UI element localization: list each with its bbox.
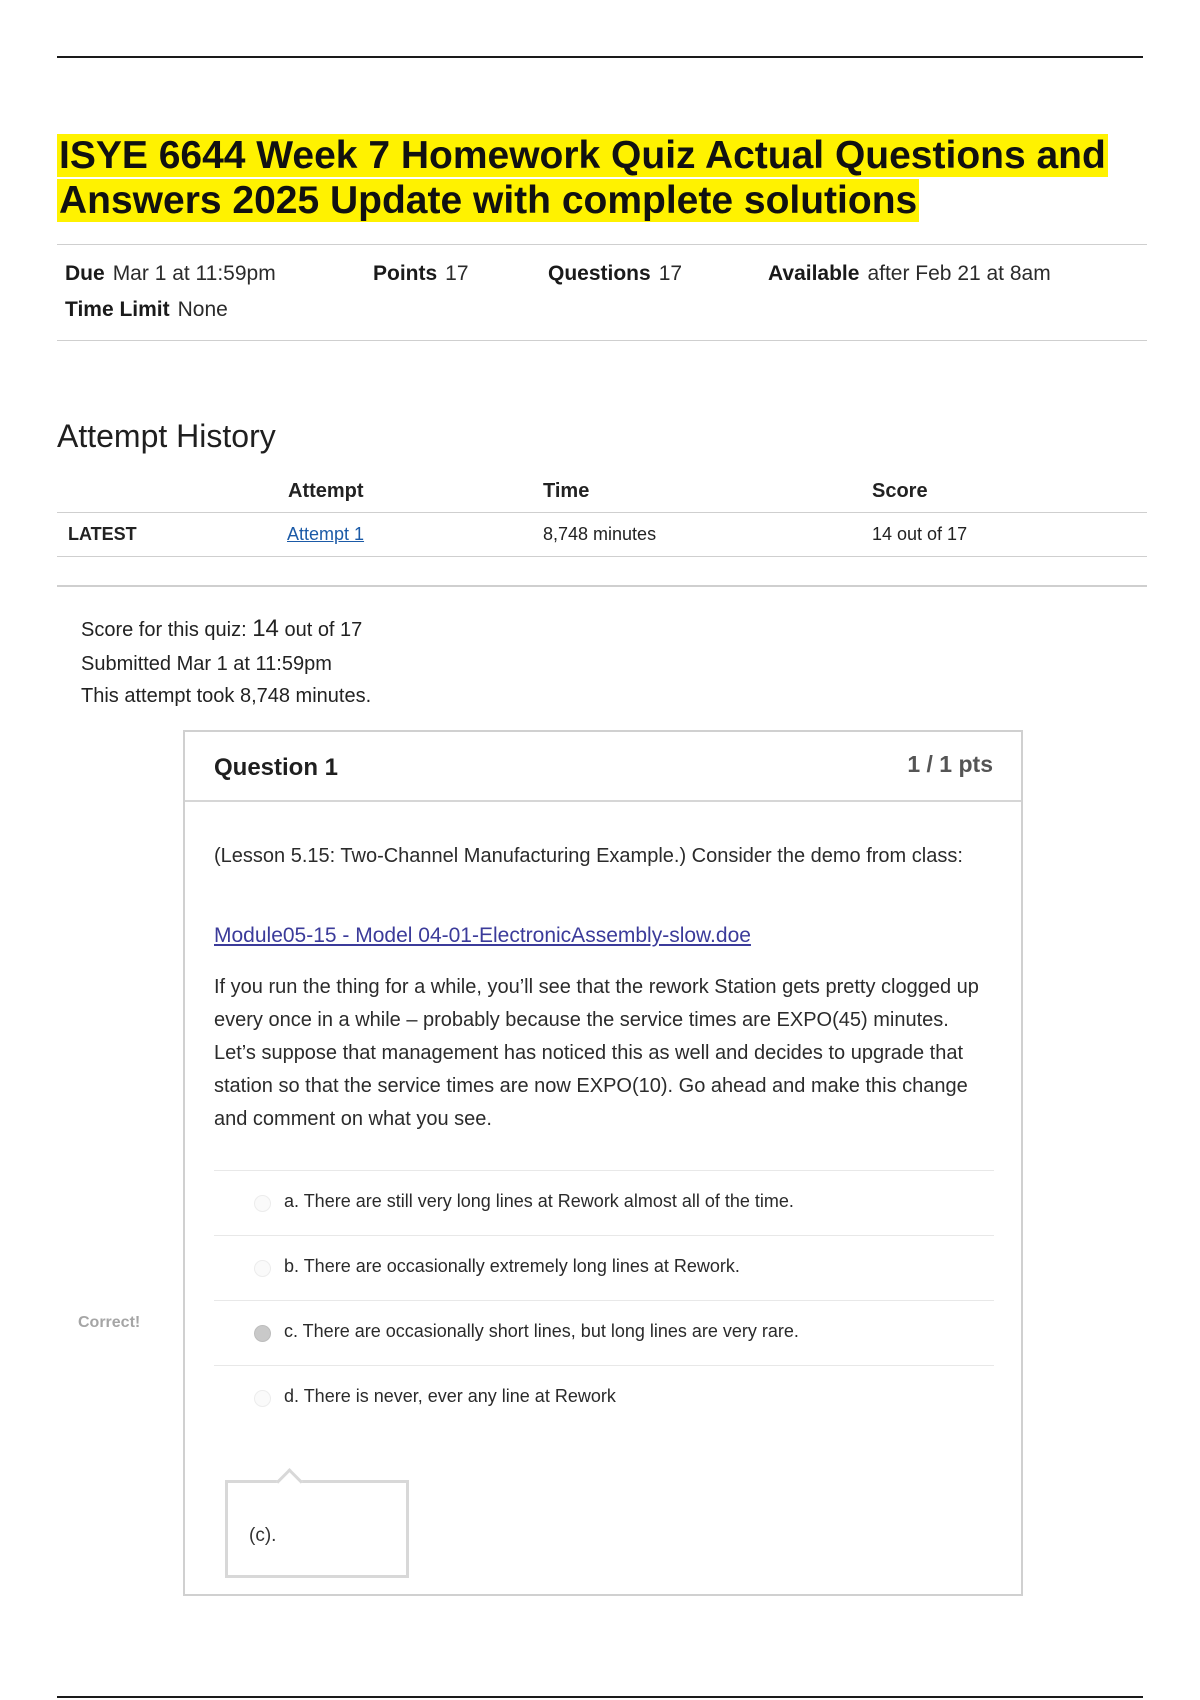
question-body: If you run the thing for a while, you’ll see that the rework Station gets pretty clogged up every once in a while – probably because the service times are EXPO(45) minutes. Let’s suppose that management has noticed this as well and decides to upgrade that station so that the service times are now EXPO(10). Go ahead and make this change and comment on what you see. (214, 976, 979, 1130)
submitted-time: Submitted Mar 1 at 11:59pm (81, 653, 332, 675)
attempt-score: 14 out of 17 (872, 524, 968, 544)
section-divider (57, 585, 1147, 587)
answer-text: c. There are occasionally short lines, but long lines are very rare. (284, 1321, 799, 1341)
question-header (185, 732, 1021, 802)
answer-option[interactable] (214, 1365, 994, 1430)
divider (57, 340, 1147, 341)
bottom-rule (57, 1696, 1143, 1698)
table-row-divider (57, 556, 1147, 557)
comment-text: (c). (249, 1525, 277, 1546)
answer-comment (225, 1480, 409, 1578)
attempt-link[interactable]: Attempt 1 (287, 524, 365, 544)
document-title: ISYE 6644 Week 7 Homework Quiz Actual Questions and Answers 2025 Update with complete solutions (59, 134, 1106, 222)
question-points: 1 / 1 pts (907, 751, 993, 777)
time-limit: Time Limit None (65, 298, 228, 321)
questions-count: Questions 17 (548, 262, 683, 285)
attempt-duration: This attempt took 8,748 minutes. (81, 685, 372, 707)
latest-badge: LATEST (68, 524, 137, 544)
answer-text: b. There are occasionally extremely long lines at Rework. (284, 1256, 740, 1276)
answer-option[interactable] (214, 1170, 994, 1235)
due-date: Due Mar 1 at 11:59pm (65, 262, 276, 285)
column-header-attempt: Attempt (288, 480, 364, 502)
table-header-divider (57, 512, 1147, 513)
radio-button[interactable] (254, 1390, 271, 1407)
question-intro: (Lesson 5.15: Two-Channel Manufacturing Example.) Consider the demo from class: (214, 845, 963, 867)
answer-option-selected[interactable] (214, 1300, 994, 1365)
top-rule (57, 56, 1143, 58)
correct-label: Correct! (78, 1314, 141, 1331)
available-date: Available after Feb 21 at 8am (768, 262, 1051, 285)
quiz-score: Score for this quiz: 14 out of 17 (81, 615, 363, 642)
radio-button-selected[interactable] (254, 1325, 271, 1342)
points-total: Points 17 (373, 262, 469, 285)
attempt-history-heading: Attempt History (57, 418, 276, 454)
answer-text: d. There is never, ever any line at Rework (284, 1386, 616, 1406)
question-card (183, 730, 1023, 1596)
answer-list (214, 1170, 994, 1430)
radio-button[interactable] (254, 1260, 271, 1277)
radio-button[interactable] (254, 1195, 271, 1212)
comment-pointer (276, 1468, 303, 1495)
attempt-time: 8,748 minutes (543, 524, 657, 544)
model-file-link[interactable]: Module05-15 - Model 04-01-ElectronicAssembly-slow.doe (214, 924, 751, 947)
divider (57, 244, 1147, 245)
column-header-score: Score (872, 480, 928, 502)
answer-text: a. There are still very long lines at Rework almost all of the time. (284, 1191, 794, 1211)
column-header-time: Time (543, 480, 590, 502)
answer-option[interactable] (214, 1235, 994, 1300)
question-title: Question 1 (214, 754, 339, 781)
